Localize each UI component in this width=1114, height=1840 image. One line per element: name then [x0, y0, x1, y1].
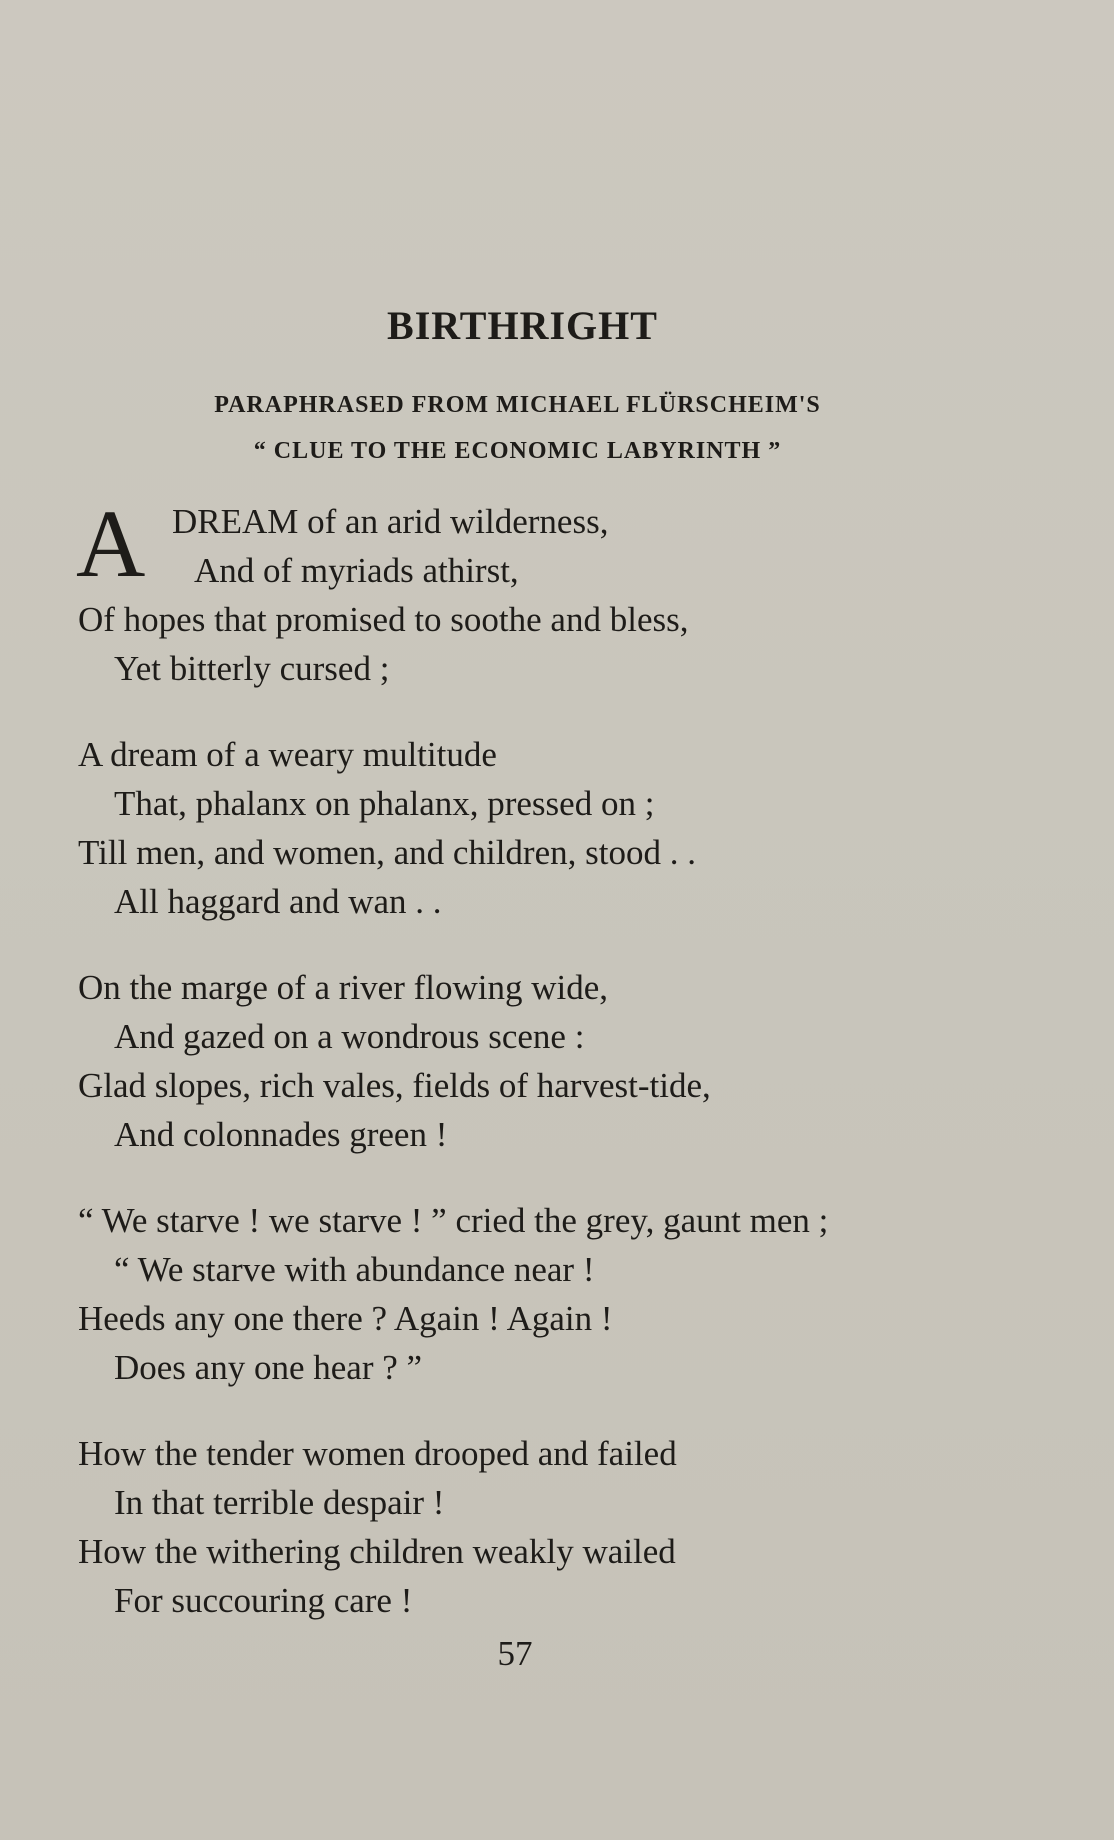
poem-line: And gazed on a wondrous scene : [114, 1017, 585, 1056]
subtitle-line-1: PARAPHRASED FROM MICHAEL FLÜRSCHEIM'S [214, 392, 821, 418]
subtitle-line-2: “ CLUE TO THE ECONOMIC LABYRINTH ” [253, 438, 782, 464]
poem-line: Heeds any one there ? Again ! Again ! [78, 1299, 613, 1338]
poem-line: How the withering children weakly wailed [78, 1532, 676, 1571]
poem-line: That, phalanx on phalanx, pressed on ; [114, 784, 655, 823]
poem-line: “ We starve with abundance near ! [114, 1250, 595, 1289]
poem-line: DREAM of an arid wilderness, [172, 502, 609, 541]
page-number: 57 [497, 1634, 533, 1673]
poem-line: And of myriads athirst, [194, 551, 519, 590]
poem-line: And colonnades green ! [114, 1115, 448, 1154]
poem-line: Glad slopes, rich vales, fields of harvest-tide, [78, 1066, 711, 1105]
drop-cap: A [76, 490, 146, 597]
poem-line: How the tender women drooped and failed [78, 1434, 677, 1473]
poem-title: BIRTHRIGHT [387, 303, 658, 348]
poem-line: Does any one hear ? ” [114, 1348, 423, 1387]
poem-line: In that terrible despair ! [114, 1483, 445, 1522]
poem-line: Yet bitterly cursed ; [114, 649, 390, 688]
poem-line: On the marge of a river flowing wide, [78, 968, 609, 1007]
poem-line: A dream of a weary multitude [78, 735, 497, 774]
poem-line: For succouring care ! [114, 1581, 413, 1620]
poem-line: Till men, and women, and children, stood . . [78, 833, 696, 872]
poem-line: “ We starve ! we starve ! ” cried the grey, gaunt men ; [78, 1201, 829, 1240]
poem-line: Of hopes that promised to soothe and bless, [78, 600, 689, 639]
poem-line: All haggard and wan . . [114, 882, 442, 921]
